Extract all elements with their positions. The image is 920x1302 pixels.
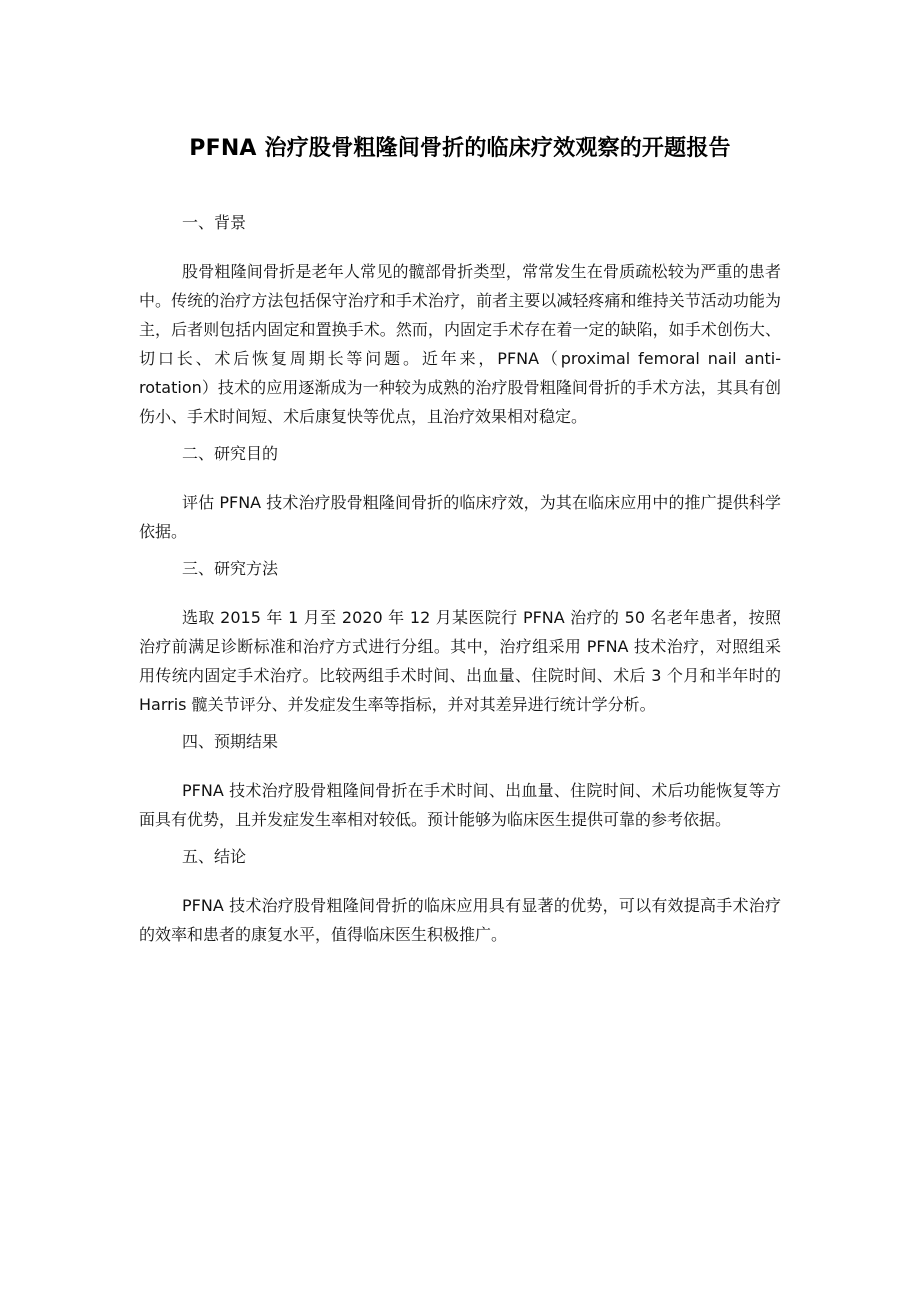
section-paragraph: 选取 2015 年 1 月至 2020 年 12 月某医院行 PFNA 治疗的 50 名老年患者，按照治疗前满足诊断标准和治疗方式进行分组。其中，治疗组采用 PFNA 技术治疗，对照组采用传统内固定手术治疗。比较两组手术时间、出血量、住院时间、术后 3 个月和半年时的 Harris 髋关节评分、并发症发生率等指标，并对其差异进行统计学分析。 [139,608,781,714]
section-heading: 五、结论 [182,847,247,866]
section-background [139,207,781,438]
section-heading: 二、研究目的 [182,444,279,463]
section-conclusion [139,841,781,949]
section-research-method [139,553,781,726]
section-paragraph: PFNA 技术治疗股骨粗隆间骨折的临床应用具有显著的优势，可以有效提高手术治疗的效率和患者的康复水平，值得临床医生积极推广。 [139,896,781,944]
section-heading: 四、预期结果 [182,732,279,751]
section-paragraph: PFNA 技术治疗股骨粗隆间骨折在手术时间、出血量、住院时间、术后功能恢复等方面具有优势，且并发症发生率相对较低。预计能够为临床医生提供可靠的参考依据。 [139,781,781,829]
document-title: PFNA 治疗股骨粗隆间骨折的临床疗效观察的开题报告 [189,136,731,161]
section-research-purpose [139,438,781,553]
section-expected-results [139,726,781,841]
section-paragraph: 股骨粗隆间骨折是老年人常见的髋部骨折类型，常常发生在骨质疏松较为严重的患者中。传统的治疗方法包括保守治疗和手术治疗，前者主要以减轻疼痛和维持关节活动功能为主，后者则包括内固定和置换手术。然而，内固定手术存在着一定的缺陷，如手术创伤大、切口长、术后恢复周期长等问题。近年来，PFNA（proximal femoral nail anti-rotation）技术的应用逐渐成为一种较为成熟的治疗股骨粗隆间骨折的手术方法，其具有创伤小、手术时间短、术后康复快等优点，且治疗效果相对稳定。 [139,262,781,426]
section-paragraph: 评估 PFNA 技术治疗股骨粗隆间骨折的临床疗效，为其在临床应用中的推广提供科学依据。 [139,493,781,541]
document-body [139,207,781,949]
section-heading: 一、背景 [182,213,247,232]
section-heading: 三、研究方法 [182,559,279,578]
